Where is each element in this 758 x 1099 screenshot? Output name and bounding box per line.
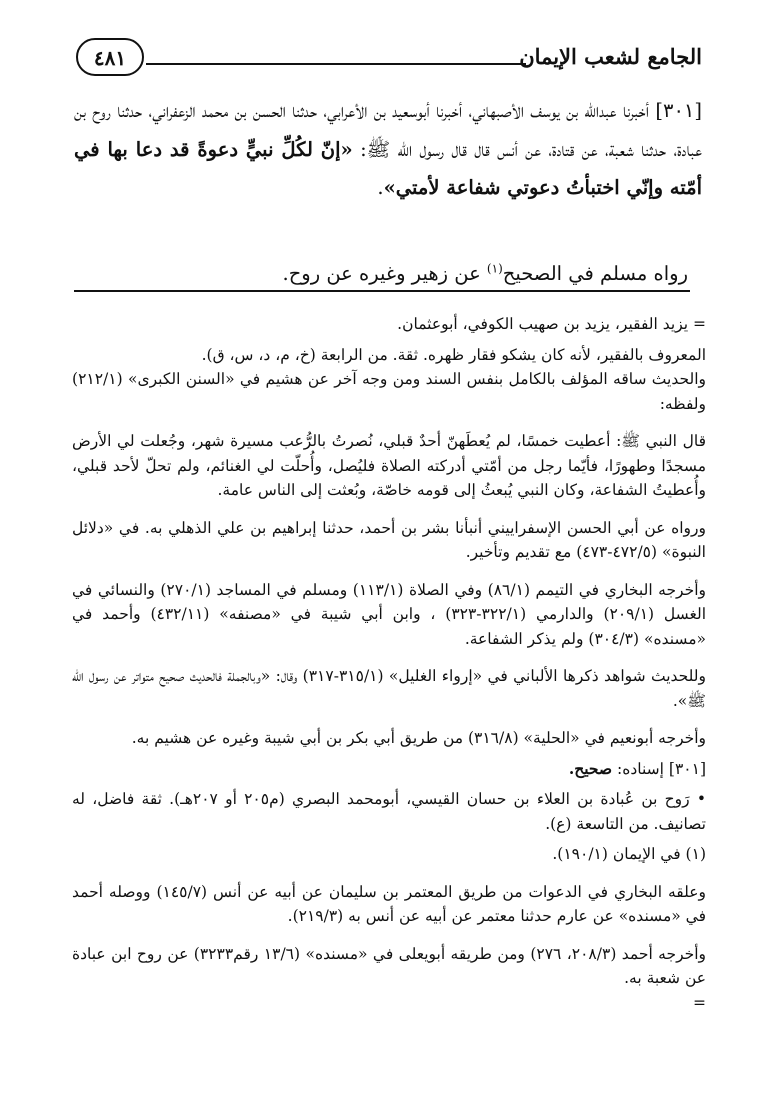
hadith-block bbox=[74, 92, 702, 208]
shawahid-paragraph: وللحديث شواهد ذكرها الألباني في «إرواء الغليل» (٣١٥/١-٣١٧) وقال: «وبالجملة فالحديث صحيح متواتر عن رسول الله ﷺ». bbox=[72, 667, 706, 710]
header-rule bbox=[146, 63, 526, 65]
footnote-1: (١) في الإيمان (١٩٠/١). bbox=[552, 845, 706, 863]
page-header bbox=[76, 38, 702, 82]
bukhari-paragraph: وعلقه البخاري في الدعوات من طريق المعتمر بن سليمان عن أبيه عن أنس (١٤٥/٧) ووصله أحمد في «مسنده» عن عارم حدثنا معتمر عن أبيه عن أنس به (٢١٩/٣). bbox=[72, 882, 706, 925]
source-after: عن زهير وغيره عن روح. bbox=[282, 262, 481, 285]
riwaya-paragraph: ورواه عن أبي الحسن الإسفراييني أنبأنا بشر بن أحمد، حدثنا إبراهيم بن علي الذهلي به. في «دلائل النبوة» (٤٧٢/٥-٤٧٣) مع تقديم وتأخير. bbox=[72, 518, 706, 561]
isnad-line bbox=[72, 757, 706, 782]
source-line bbox=[283, 262, 688, 285]
takhrij-paragraph: وأخرجه البخاري في التيمم (٨٦/١) وفي الصلاة (١١٣/١) ومسلم في المساجد (٢٧٠/١) والنسائي في الغسل (٢٠٩/١) والدارمي (٣٢٢/١-٣٢٣) ، وابن أبي شيبة في «مصنفه» (٤٣٢/١١) وأحمد في «مسنده» (٣٠٤/٣) ولم يذكر الشفاعة. bbox=[72, 580, 707, 648]
ahmad-paragraph: وأخرجه أحمد (٢٠٨/٣، ٢٧٦) ومن طريقه أبويعلى في «مسنده» (١٣/٦ رقم٣٢٣٣) عن روح ابن عبادة عن شعبة به. bbox=[72, 944, 706, 987]
hadith-text: «إنّ لكُلِّ نبيٍّ دعوةً قد دعا بها في أمّته وإنّي اختبأتُ دعوتي شفاعة لأمتي» bbox=[74, 137, 702, 199]
isnad-label: [٣٠١] إسناده: bbox=[617, 759, 706, 778]
hadith-chain: [٣٠١] أخبرنا عبدالله بن يوسف الأصبهاني، أخبرنا أبوسعيد بن الأعرابي، حدثنا الحسن بن محمد الزعفراني، حدثنا روح بن عبادة، حدثنا شعبة، عن قتادة، عن أنس قال قال رسول الله ﷺ: bbox=[74, 99, 702, 161]
narrator-yazid: = يزيد الفقير، يزيد بن صهيب الكوفي، أبوعثمان. bbox=[397, 315, 706, 333]
page-number: ٤٨١ bbox=[76, 38, 144, 76]
hadith-end: . bbox=[377, 176, 384, 199]
hadith-five: قال النبي ﷺ: أعطيت خمسًا، لم يُعطَهنّ أحدٌ قبلي، نُصرتُ بالرُّعب مسيرة شهر، وجُعلت لي الأرض مسجدًا وطهورًا، فأيّما رجل من أمّتي أدركته الصلاة فليُصل، وأُحلّت لي الغنائم، ولم تحلّ لأحد قبلي، وأُعطيتُ الشفاعة، وكان النبي يُبعثُ إلى قومه خاصّة، وبُعثت إلى الناس عامة. bbox=[72, 432, 706, 499]
running-head: الجامع لشعب الإيمان bbox=[519, 44, 702, 69]
narrator-rawh: • رَوح بن عُبادة بن العلاء بن حسان القيسي، أبومحمد البصري (م٢٠٥ أو ٢٠٧هـ). ثقة فاضل، له تصانيف. من التاسعة (ع). bbox=[72, 790, 706, 833]
footnote-rule bbox=[74, 290, 690, 292]
footnote-ref: (١) bbox=[486, 261, 503, 276]
narrator-yazid-desc: المعروف بالفقير، لأنه كان يشكو فقار ظهره. ثقة. من الرابعة (خ، م، د، س، ق). bbox=[201, 345, 706, 364]
hadith-paragraph bbox=[74, 92, 702, 208]
narrator-yazid-more: والحديث ساقه المؤلف بالكامل بنفس السند ومن وجه آخر عن هشيم في «السنن الكبرى» (٢١٢/١) ولفظه: bbox=[72, 370, 706, 413]
notes-block bbox=[72, 312, 706, 1015]
abu-nuaym-paragraph: وأخرجه أبونعيم في «الحلية» (٣١٦/٨) من طريق أبي بكر بن أبي شيبة وغيره عن هشيم به. bbox=[131, 729, 706, 747]
isnad-value: صحيح. bbox=[568, 758, 613, 778]
continuation-mark: = bbox=[693, 993, 706, 1012]
source-before: رواه مسلم في الصحيح bbox=[502, 262, 688, 285]
